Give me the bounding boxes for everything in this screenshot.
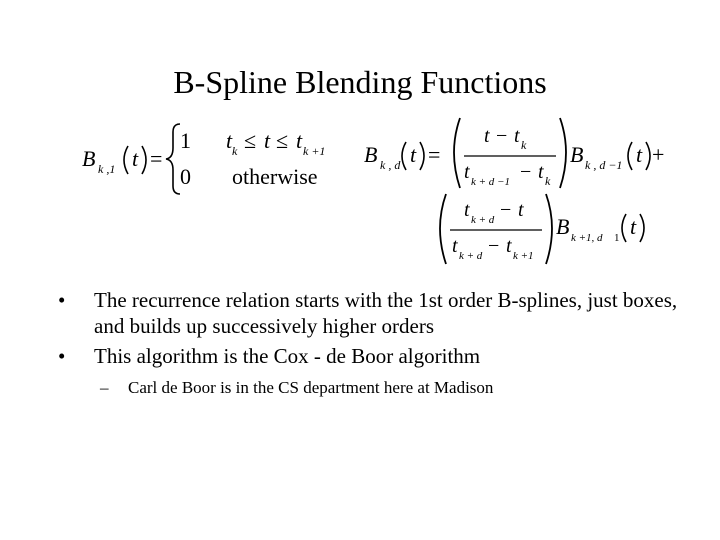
bullet-text-algorithm: This algorithm is the Cox - de Boor algorithm [94, 344, 481, 368]
eq-right-B1-paren-close [646, 142, 650, 170]
eq-left-B-sub: k ,1 [98, 162, 116, 176]
eq-left-paren-close [142, 146, 146, 174]
eq-right-B2-sub: k +1, d [571, 232, 603, 244]
sub-bullet-text: Carl de Boor is in the CS department here at Madison [128, 378, 494, 397]
eq-right-frac1-num-tk: t [514, 125, 520, 147]
eq-left-case2-cond: otherwise [232, 164, 318, 189]
eq-left-case2-value: 0 [180, 164, 191, 189]
eq-right-frac1-den-t2: t [538, 161, 544, 183]
eq-right-frac2-num-minus: − [500, 199, 512, 221]
equation-recurrence [360, 112, 680, 272]
eq-left-paren-open [124, 146, 128, 174]
eq-left-B: B [82, 146, 96, 171]
eq-right-frac2-paren-open [440, 194, 446, 264]
eq-right-B-sub: k , d [380, 158, 401, 172]
eq-right-B2: B [556, 214, 570, 239]
eq-right-frac1-num-tk-sub: k [521, 138, 527, 152]
eq-right-B1-arg: t [636, 142, 643, 167]
eq-left-case1-t2: t [296, 128, 303, 153]
bullet-icon: • [58, 344, 66, 368]
eq-left-arg: t [132, 146, 139, 171]
slide-title: B-Spline Blending Functions [173, 64, 547, 100]
eq-right-B2-paren-close [640, 214, 644, 242]
eq-right-frac2-num-t1-sub: k + d [471, 214, 495, 226]
bullet-text-recurrence: The recurrence relation starts with the 1st order B-splines, just boxes, and builds up successively higher orders [94, 288, 678, 338]
eq-right-plus: + [652, 142, 665, 167]
eq-right-frac1-den-minus: − [520, 161, 532, 183]
eq-right-frac2-paren-close [546, 194, 552, 264]
eq-right-frac2-den-t2: t [506, 235, 512, 257]
eq-right-B: B [364, 142, 378, 167]
eq-right-B1: B [570, 142, 584, 167]
eq-left-equals: = [150, 146, 163, 171]
eq-right-frac2-num-t1: t [464, 199, 470, 221]
eq-right-frac2-num-t: t [518, 199, 524, 221]
eq-right-B2-paren-open [622, 214, 626, 242]
eq-right-B1-sub: k , d −1 [585, 158, 623, 172]
eq-right-frac2-den-minus: − [488, 235, 500, 257]
equation-base-case [80, 118, 350, 198]
bullet-item [58, 287, 698, 339]
eq-right-equals: = [428, 142, 441, 167]
eq-right-frac1-den-t2-sub: k [545, 174, 551, 188]
eq-right-frac1-den-t1: t [464, 161, 470, 183]
eq-left-case1-le1: ≤ [244, 128, 257, 153]
eq-right-B2-arg: t [630, 214, 637, 239]
eq-right-frac2-den-t1-sub: k + d [459, 250, 483, 262]
eq-left-case1-t2-sub: k +1 [303, 144, 326, 158]
eq-left-curly-brace [166, 124, 180, 194]
eq-right-frac2-den-t2-sub: k +1 [513, 250, 534, 262]
eq-left-case1-value: 1 [180, 128, 191, 153]
eq-right-frac1-den-t1-sub: k + d −1 [471, 176, 510, 188]
eq-right-B2-sub-extra: 1 [614, 232, 620, 244]
eq-right-B1-paren-open [628, 142, 632, 170]
eq-left-case1-t1-sub: k [232, 144, 238, 158]
eq-right-paren-open [402, 142, 406, 170]
eq-left-case1-le2: ≤ [276, 128, 289, 153]
eq-left-case1-t: t [264, 128, 271, 153]
bullet-icon: • [58, 288, 66, 312]
eq-right-frac1-paren-open [454, 118, 460, 188]
eq-right-frac1-num-minus: − [496, 125, 508, 147]
eq-right-frac1-paren-close [560, 118, 566, 188]
eq-right-paren-close [420, 142, 424, 170]
eq-right-frac2-den-t1: t [452, 235, 458, 257]
sub-bullet-item [100, 377, 698, 399]
eq-right-arg: t [410, 142, 417, 167]
eq-left-case1-t1: t [226, 128, 233, 153]
bullet-item [58, 343, 698, 369]
bullet-list [58, 287, 698, 399]
eq-right-frac1-num-t: t [484, 125, 490, 147]
dash-icon: – [100, 378, 109, 397]
